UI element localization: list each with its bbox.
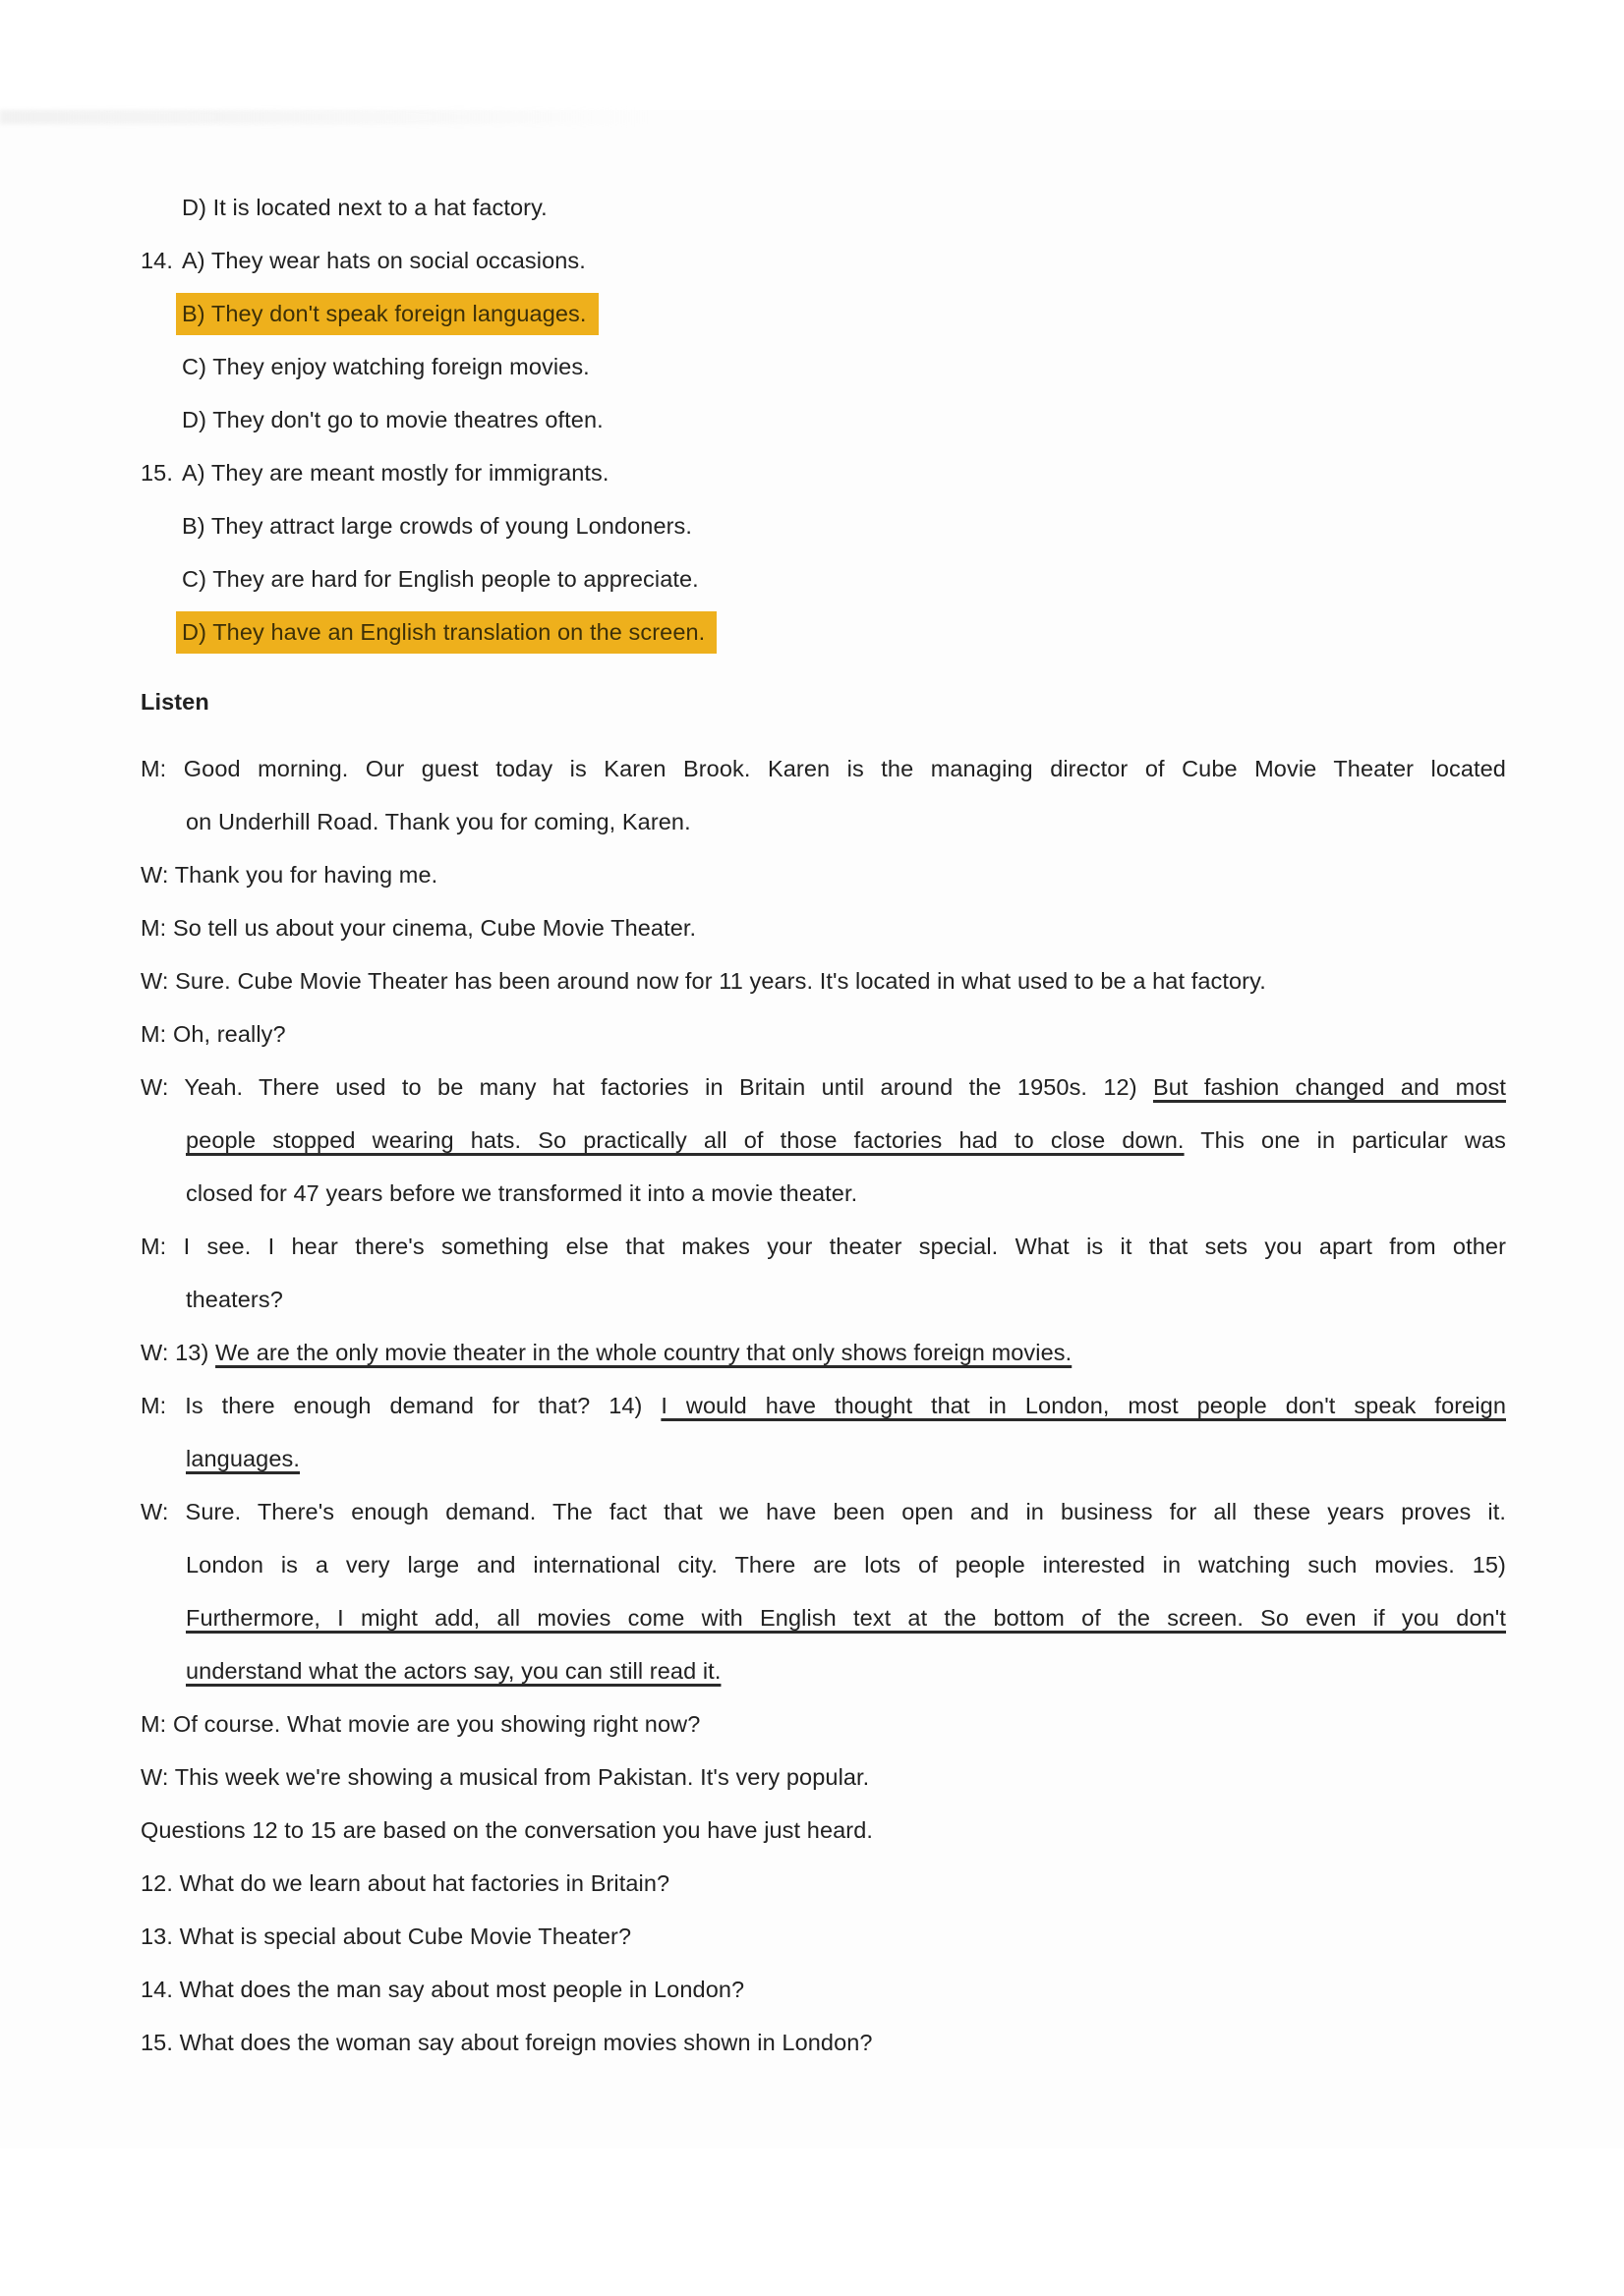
question-line: Questions 12 to 15 are based on the conversation you have just heard.: [141, 1817, 874, 1843]
highlighted-answer-option: B) They don't speak foreign languages.: [176, 293, 599, 335]
plain-text: This one in particular was: [1184, 1127, 1506, 1153]
dialogue-line: [186, 1538, 1506, 1591]
question-line: 12. What do we learn about hat factories in Britain?: [141, 1870, 670, 1896]
answer-option-row: [182, 340, 1506, 393]
answer-option-row: [182, 499, 1506, 552]
answer-option-row: [141, 446, 1506, 499]
dialogue-paragraph: [141, 848, 1506, 901]
dialogue-line: [186, 1273, 1506, 1326]
dialogue-line: [141, 1697, 1506, 1751]
dialogue-line: [141, 1485, 1506, 1538]
plain-text: Sure. Cube Movie Theater has been around now for 11 years. It's located in what used to be a hat factory.: [175, 968, 1266, 994]
speaker-label: W:: [141, 1764, 169, 1790]
dialogue-paragraph: [141, 742, 1506, 848]
plain-text: Sure. There's enough demand. The fact that we have been open and in business for all these years proves it.: [185, 1499, 1506, 1524]
underlined-text: But fashion changed and most: [1152, 1074, 1506, 1100]
document-content: [141, 181, 1506, 2069]
plain-text: I see. I hear there's something else that makes your theater special. What is it that sets you apart from other: [183, 1234, 1506, 1259]
scan-smudge-artifact: [0, 110, 649, 124]
dialogue-line: [141, 1220, 1506, 1273]
plain-text: Of course. What movie are you showing right now?: [172, 1711, 701, 1737]
underlined-text: understand what the actors say, you can still read it.: [186, 1658, 722, 1684]
dialogue-paragraph: [141, 1697, 1506, 1751]
dialogue-line: [186, 1167, 1506, 1220]
answer-options-block: [141, 181, 1506, 659]
plain-text: So tell us about your cinema, Cube Movie Theater.: [172, 915, 697, 941]
answer-option-row: [182, 181, 1506, 234]
speaker-label: M:: [141, 1234, 167, 1259]
plain-text: London is a very large and international city. There are lots of people interested in watching such movies. 15): [186, 1552, 1506, 1578]
highlighted-answer-option: D) They have an English translation on the screen.: [176, 611, 717, 654]
question-line: 13. What is special about Cube Movie Theater?: [141, 1923, 632, 1949]
answer-option-row: [182, 605, 1506, 659]
plain-text: Good morning. Our guest today is Karen Brook. Karen is the managing director of Cube Movie Theater located: [183, 756, 1506, 781]
plain-text: on Underhill Road. Thank you for coming, Karen.: [186, 809, 691, 834]
dialogue-paragraph: [141, 901, 1506, 954]
answer-option-text: B) They attract large crowds of young Londoners.: [182, 513, 693, 539]
dialogue-line: [141, 848, 1506, 901]
dialogue-paragraph: [141, 954, 1506, 1007]
underlined-text: I would have thought that in London, most people don't speak foreign: [661, 1393, 1506, 1418]
dialogue-paragraph: [141, 1751, 1506, 1804]
dialogue-line: [186, 1644, 1506, 1697]
dialogue-line: [141, 1326, 1506, 1379]
underlined-text: We are the only movie theater in the whole country that only shows foreign movies.: [215, 1340, 1073, 1365]
dialogue-line: [186, 1591, 1506, 1644]
plain-text: Oh, really?: [172, 1021, 286, 1047]
dialogue-paragraph: [141, 1007, 1506, 1061]
speaker-label: M:: [141, 915, 167, 941]
dialogue-line: [141, 1007, 1506, 1061]
answer-option-text: C) They are hard for English people to appreciate.: [182, 566, 699, 592]
plain-text: closed for 47 years before we transformed it into a movie theater.: [186, 1180, 858, 1206]
dialogue-line: [186, 795, 1506, 848]
answer-option-text: A) They wear hats on social occasions.: [182, 248, 586, 273]
speaker-label: W:: [141, 1340, 169, 1365]
dialogue-paragraph: [141, 1326, 1506, 1379]
dialogue-paragraph: [141, 1061, 1506, 1220]
dialogue-transcript-block: [141, 742, 1506, 1804]
plain-text: Yeah. There used to be many hat factories in Britain until around the 1950s. 12): [184, 1074, 1153, 1100]
question-number: 15.: [141, 460, 173, 486]
plain-text: 13): [175, 1340, 216, 1365]
speaker-label: W:: [141, 968, 169, 994]
answer-option-text: A) They are meant mostly for immigrants.: [182, 460, 609, 486]
speaker-label: M:: [141, 1711, 167, 1737]
dialogue-line: [141, 954, 1506, 1007]
dialogue-line: [186, 1432, 1506, 1485]
answer-option-text: C) They enjoy watching foreign movies.: [182, 354, 590, 379]
answer-option-row: [182, 287, 1506, 340]
dialogue-line: [141, 1061, 1506, 1114]
answer-option-text: D) They don't go to movie theatres often.: [182, 407, 604, 432]
underlined-text: languages.: [186, 1446, 300, 1471]
speaker-label: M:: [141, 1021, 167, 1047]
plain-text: theaters?: [186, 1287, 283, 1312]
question-line: 15. What does the woman say about foreign movies shown in London?: [141, 2030, 873, 2055]
speaker-label: W:: [141, 862, 169, 888]
dialogue-line: [186, 1114, 1506, 1167]
answer-option-text: D) It is located next to a hat factory.: [182, 195, 548, 220]
underlined-text: people stopped wearing hats. So practically all of those factories had to close down.: [186, 1127, 1185, 1153]
speaker-label: M:: [141, 756, 167, 781]
questions-block: [141, 1804, 1506, 2069]
question-number: 14.: [141, 248, 173, 273]
answer-option-row: [182, 393, 1506, 446]
speaker-label: W:: [141, 1074, 169, 1100]
dialogue-paragraph: [141, 1379, 1506, 1485]
dialogue-line: [141, 1379, 1506, 1432]
plain-text: Is there enough demand for that? 14): [185, 1393, 662, 1418]
speaker-label: W:: [141, 1499, 169, 1524]
question-line: 14. What does the man say about most people in London?: [141, 1977, 745, 2002]
dialogue-line: [141, 742, 1506, 795]
answer-option-row: [182, 552, 1506, 605]
dialogue-paragraph: [141, 1485, 1506, 1697]
answer-option-row: [141, 234, 1506, 287]
underlined-text: Furthermore, I might add, all movies come with English text at the bottom of the screen. So even if you don't: [186, 1605, 1506, 1631]
plain-text: This week we're showing a musical from Pakistan. It's very popular.: [174, 1764, 870, 1790]
dialogue-paragraph: [141, 1220, 1506, 1326]
dialogue-line: [141, 1751, 1506, 1804]
listen-heading: Listen: [141, 689, 209, 715]
plain-text: Thank you for having me.: [174, 862, 438, 888]
dialogue-line: [141, 901, 1506, 954]
speaker-label: M:: [141, 1393, 167, 1418]
